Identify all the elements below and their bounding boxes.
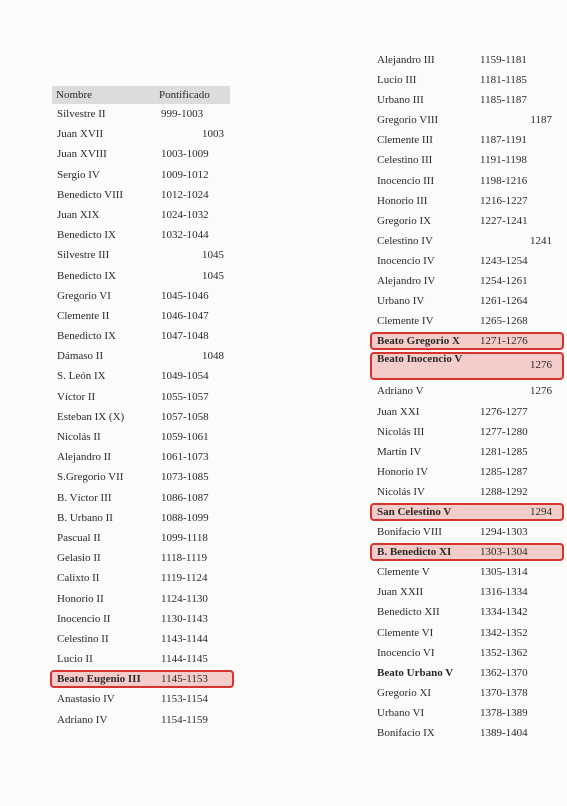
pope-name: Clemente IV	[377, 315, 434, 328]
pontificate-dates: 1288-1292	[480, 485, 528, 498]
pontificate-dates: 1281-1285	[480, 445, 528, 458]
pope-name: Lucio III	[377, 74, 417, 87]
table-row	[372, 482, 560, 502]
table-row	[372, 381, 560, 401]
table-row	[52, 548, 230, 568]
pontificate-dates: 1261-1264	[480, 295, 528, 308]
pope-name: Alejandro II	[57, 451, 112, 464]
table-row	[52, 609, 230, 629]
pope-name: Benedicto XII	[377, 606, 440, 619]
table-row	[372, 70, 560, 90]
table-row	[52, 185, 230, 205]
table-row	[372, 291, 560, 311]
highlighted-table-row	[52, 669, 230, 689]
table-row	[52, 447, 230, 467]
pope-name: Esteban IX (X)	[57, 410, 125, 423]
pontificate-dates: 1153-1154	[161, 693, 208, 706]
pope-name: Dámaso II	[57, 350, 104, 363]
pope-name: Clemente II	[57, 309, 110, 322]
pope-name: Adriano IV	[57, 713, 108, 726]
pope-name: Martín IV	[377, 445, 422, 458]
pontificate-dates: 1047-1048	[161, 330, 209, 343]
table-row	[372, 251, 560, 271]
pontificate-dates: 1187	[530, 114, 552, 127]
pontificate-dates: 1294-1303	[480, 526, 528, 539]
pontificate-dates: 1119-1124	[161, 572, 208, 585]
table-row	[372, 90, 560, 110]
table-row	[372, 522, 560, 542]
table-row	[52, 245, 230, 265]
pope-name: Inocencio III	[377, 174, 435, 187]
pope-name: Gelasio II	[57, 552, 101, 565]
table-row	[52, 366, 230, 386]
pontificate-dates: 1198-1216	[480, 174, 528, 187]
pope-name: Lucio II	[57, 653, 93, 666]
table-row	[52, 124, 230, 144]
table-row	[372, 271, 560, 291]
pontificate-dates: 1216-1227	[480, 194, 528, 207]
pontificate-dates: 1061-1073	[161, 451, 209, 464]
highlighted-table-row	[372, 351, 560, 381]
pontificate-dates: 1124-1130	[161, 592, 208, 605]
table-row	[52, 488, 230, 508]
pontificate-dates: 1342-1352	[480, 626, 528, 639]
pope-name: Adriano V	[377, 385, 424, 398]
table-header	[52, 86, 230, 104]
pontificate-dates: 1088-1099	[161, 511, 209, 524]
pope-name: Benedicto VIII	[57, 188, 124, 201]
pontificate-dates: 1045	[202, 269, 224, 282]
pope-name: Juan XIX	[57, 208, 100, 221]
pope-name: Anastasio IV	[57, 693, 115, 706]
pope-name: Bonifacio VIII	[377, 526, 442, 539]
table-row	[52, 104, 230, 124]
right-rows	[372, 50, 560, 743]
pope-name: Juan XVIII	[57, 148, 107, 161]
pope-name: San Celestino V	[377, 505, 452, 518]
pontificate-dates: 1254-1261	[480, 275, 528, 288]
table-row	[52, 306, 230, 326]
pope-name: Alejandro IV	[377, 275, 436, 288]
table-row	[52, 568, 230, 588]
table-row	[372, 602, 560, 622]
table-row	[372, 191, 560, 211]
pope-name: Nicolás II	[57, 431, 101, 443]
pontificate-dates: 1294	[530, 505, 552, 518]
pontificate-dates: 1024-1032	[161, 208, 209, 221]
pontificate-dates: 1099-1118	[161, 531, 208, 544]
pope-name: B. Urbano II	[57, 511, 113, 524]
pope-name: Bonifacio IX	[377, 727, 435, 739]
table-row	[52, 266, 230, 286]
table-row	[52, 326, 230, 346]
pontificate-dates: 1003-1009	[161, 148, 209, 161]
pontificate-dates: 1265-1268	[480, 315, 528, 328]
table-row	[372, 150, 560, 170]
table-row	[372, 50, 560, 70]
pope-name: Benedicto IX	[57, 269, 116, 282]
table-row	[372, 402, 560, 422]
pope-name: Nicolás III	[377, 425, 425, 438]
pope-name: Benedicto IX	[57, 229, 116, 242]
pontificate-dates: 1243-1254	[480, 254, 528, 267]
table-row	[52, 165, 230, 185]
pontificate-dates: 1130-1143	[161, 612, 208, 625]
table-row	[52, 689, 230, 709]
pope-name: Juan XXII	[377, 586, 424, 599]
table-row	[372, 683, 560, 703]
table-row	[372, 442, 560, 462]
table-row	[372, 422, 560, 442]
table-row	[52, 589, 230, 609]
table-row	[52, 144, 230, 164]
pontificate-dates: 1185-1187	[480, 94, 527, 107]
pontificate-dates: 1055-1057	[161, 390, 209, 403]
pontificate-dates: 1352-1362	[480, 646, 528, 659]
header-name: Nombre	[56, 89, 93, 101]
table-row	[52, 387, 230, 407]
pope-name: Juan XXI	[377, 405, 420, 418]
table-row	[372, 723, 560, 743]
pontificate-dates: 1118-1119	[161, 552, 208, 565]
pontificate-dates: 1271-1276	[480, 335, 528, 348]
pope-name: Celestino II	[57, 632, 109, 645]
pontificate-dates: 1046-1047	[161, 309, 209, 322]
pope-name: Silvestre III	[57, 249, 110, 262]
pope-name: Gregorio XI	[377, 686, 432, 699]
highlighted-table-row	[372, 542, 560, 562]
pontificate-dates: 1181-1185	[480, 74, 527, 87]
pope-name: Víctor II	[57, 390, 96, 403]
pontificate-dates: 1057-1058	[161, 410, 209, 423]
table-row	[372, 211, 560, 231]
pope-name: Alejandro III	[377, 54, 435, 66]
pontificate-dates: 1191-1198	[480, 154, 527, 167]
highlighted-table-row	[372, 502, 560, 522]
pope-name: Gregorio VIII	[377, 114, 439, 127]
pope-name: Clemente VI	[377, 626, 434, 639]
pontificate-dates: 1276	[530, 385, 552, 398]
table-row	[372, 231, 560, 251]
pope-name: Inocencio II	[57, 612, 111, 625]
table-row	[52, 346, 230, 366]
table-row	[52, 205, 230, 225]
table-row	[372, 703, 560, 723]
table-row	[52, 629, 230, 649]
table-row	[52, 225, 230, 245]
table-row	[372, 110, 560, 130]
pope-name: Beato Eugenio III	[57, 673, 141, 686]
pope-name: B. Benedicto XI	[377, 546, 452, 559]
pontificate-dates: 1012-1024	[161, 188, 209, 201]
pontificate-dates: 1187-1191	[480, 134, 527, 147]
table-row	[52, 407, 230, 427]
table-row	[372, 663, 560, 683]
pope-name: Gregorio IX	[377, 214, 432, 227]
table-row	[52, 508, 230, 528]
right-column	[372, 50, 560, 743]
table-row	[372, 171, 560, 191]
pontificate-dates: 1143-1144	[161, 632, 208, 645]
table-row	[372, 462, 560, 482]
table-row	[52, 286, 230, 306]
pope-name: Nicolás IV	[377, 485, 425, 498]
pontificate-dates: 1227-1241	[480, 214, 528, 227]
pontificate-dates: 1032-1044	[161, 229, 209, 242]
pope-name: Beato Inocencio V	[377, 353, 463, 366]
pontificate-dates: 1276-1277	[480, 405, 528, 418]
pontificate-dates: 999-1003	[161, 108, 204, 120]
pontificate-dates: 1145-1153	[161, 673, 208, 686]
pope-name: Sergio IV	[57, 168, 100, 181]
pontificate-dates: 1144-1145	[161, 653, 208, 666]
pontificate-dates: 1073-1085	[161, 471, 209, 484]
pope-name: Honorio IV	[377, 465, 429, 478]
pope-name: Celestino IV	[377, 234, 433, 247]
pontificate-dates: 1009-1012	[161, 168, 209, 181]
highlighted-table-row	[372, 331, 560, 351]
table-row	[372, 311, 560, 331]
table-row	[372, 130, 560, 150]
pontificate-dates: 1285-1287	[480, 465, 528, 478]
pontificate-dates: 1305-1314	[480, 566, 528, 579]
pontificate-dates: 1241	[530, 234, 552, 247]
pope-name: Honorio III	[377, 194, 428, 207]
table-row	[52, 649, 230, 669]
table-row	[372, 643, 560, 663]
pope-name: Silvestre II	[57, 108, 106, 120]
pope-name: Juan XVII	[57, 128, 104, 141]
pontificate-dates: 1276	[530, 359, 552, 372]
pontificate-dates: 1003	[202, 128, 224, 141]
pope-name: Urbano III	[377, 94, 424, 107]
table-row	[372, 562, 560, 582]
table-row	[372, 623, 560, 643]
pope-name: Celestino III	[377, 154, 433, 167]
pope-name: Urbano VI	[377, 706, 425, 719]
pope-name: Beato Urbano V	[377, 666, 454, 679]
table-row	[372, 582, 560, 602]
table-row	[52, 528, 230, 548]
pontificate-dates: 1370-1378	[480, 686, 528, 699]
pope-name: Inocencio VI	[377, 646, 435, 659]
pope-name: Inocencio IV	[377, 254, 435, 267]
table-row	[52, 710, 230, 730]
pope-name: S. León IX	[57, 370, 106, 383]
pontificate-dates: 1362-1370	[480, 666, 528, 679]
pontificate-dates: 1159-1181	[480, 54, 527, 66]
pontificate-dates: 1059-1061	[161, 431, 209, 443]
table-row	[52, 427, 230, 447]
pontificate-dates: 1303-1304	[480, 546, 528, 559]
pontificate-dates: 1316-1334	[480, 586, 528, 599]
pope-name: Urbano IV	[377, 295, 425, 308]
pontificate-dates: 1045	[202, 249, 224, 262]
pope-name: Clemente V	[377, 566, 430, 579]
pontificate-dates: 1045-1046	[161, 289, 209, 302]
pope-name: B. Víctor III	[57, 491, 112, 504]
pope-name: Gregorio VI	[57, 289, 111, 302]
pontificate-dates: 1378-1389	[480, 706, 528, 719]
header-pontificate: Pontificado	[159, 89, 210, 101]
pontificate-dates: 1086-1087	[161, 491, 209, 504]
pope-name: Beato Gregorio X	[377, 335, 460, 348]
pontificate-dates: 1048	[202, 350, 224, 363]
left-column	[52, 86, 230, 730]
pontificate-dates: 1389-1404	[480, 727, 528, 739]
left-rows	[52, 104, 230, 730]
pope-name: S.Gregorio VII	[57, 471, 124, 484]
pontificate-dates: 1154-1159	[161, 713, 208, 726]
pope-name: Honorio II	[57, 592, 104, 605]
pontificate-dates: 1277-1280	[480, 425, 528, 438]
pope-name: Calixto II	[57, 572, 100, 585]
pope-name: Pascual II	[57, 531, 101, 544]
pontificate-dates: 1049-1054	[161, 370, 209, 383]
table-row	[52, 467, 230, 487]
pope-name: Benedicto IX	[57, 330, 116, 343]
pope-name: Clemente III	[377, 134, 433, 147]
pontificate-dates: 1334-1342	[480, 606, 528, 619]
